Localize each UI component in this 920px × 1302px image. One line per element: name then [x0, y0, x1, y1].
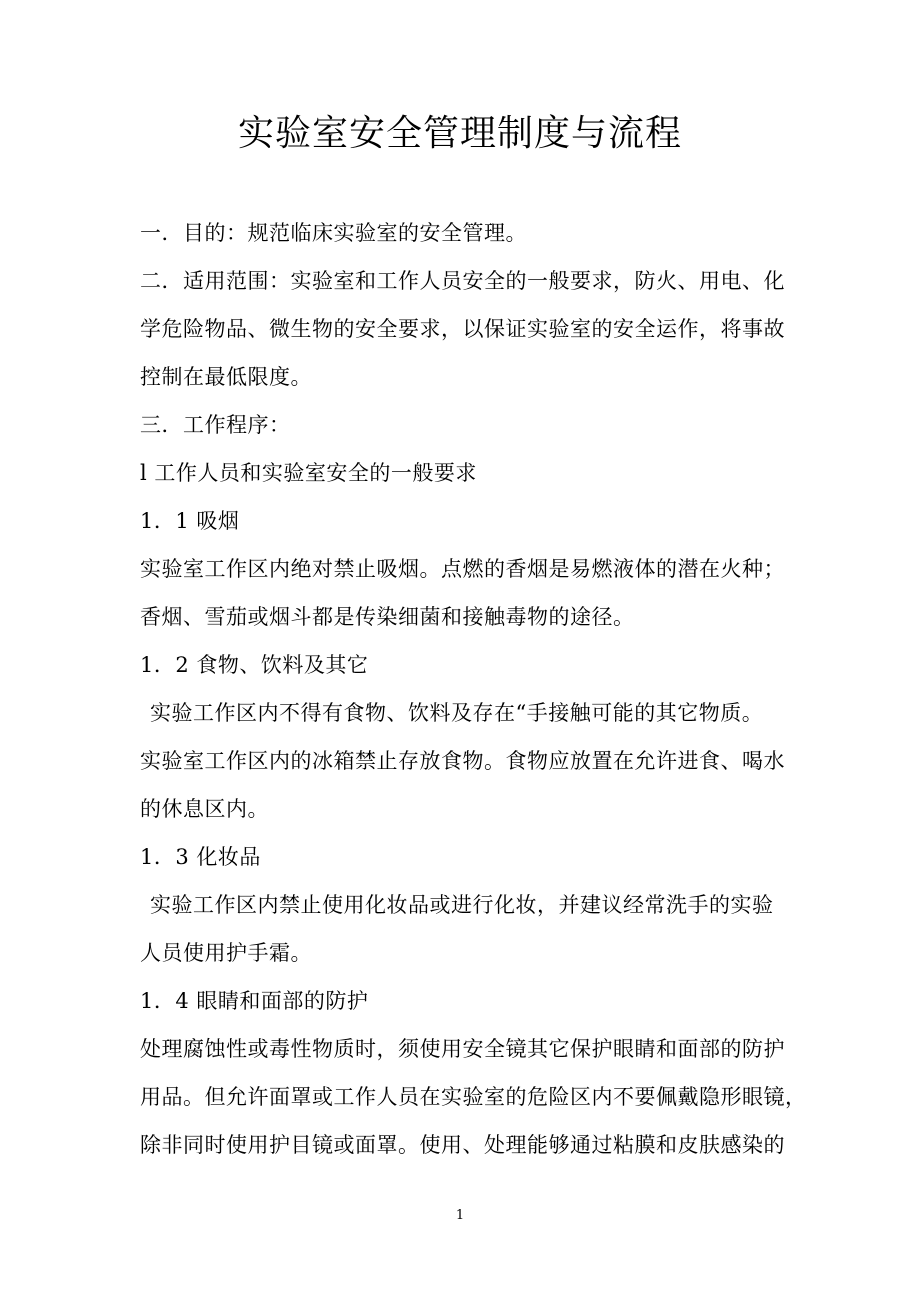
- text-line-smoking-1: 实验室工作区内绝对禁止吸烟。点燃的香烟是易燃液体的潜在火种；: [140, 557, 785, 581]
- text-line-smoking-2: 香烟、雪茄或烟斗都是传染细菌和接触毒物的途径。: [140, 605, 635, 629]
- text-line-food-3: 的休息区内。: [140, 797, 269, 821]
- subsection-heading-food: 1．2 食物、饮料及其它: [140, 653, 369, 677]
- subsection-heading-cosmetics: 1．3 化妆品: [140, 845, 261, 869]
- text-line-scope-1: 二．适用范围：实验室和工作人员安全的一般要求，防火、用电、化: [140, 269, 785, 293]
- text-line-cosmetics-1: 实验工作区内禁止使用化妆品或进行化妆，并建议经常洗手的实验: [150, 893, 774, 917]
- text-line-eye-face-1: 处理腐蚀性或毒性物质时，须使用安全镜其它保护眼睛和面部的防护: [140, 1037, 785, 1061]
- text-line-purpose: 一．目的：规范临床实验室的安全管理。: [140, 221, 527, 245]
- document-title: 实验室安全管理制度与流程: [237, 113, 682, 154]
- text-line-cosmetics-2: 人员使用护手霜。: [140, 941, 312, 965]
- text-line-procedure-heading: 三．工作程序：: [140, 413, 291, 437]
- text-line-food-1: 实验工作区内不得有食物、饮料及存在“手接触可能的其它物质。: [150, 701, 764, 725]
- text-line-scope-2: 学危险物品、微生物的安全要求，以保证实验室的安全运作，将事故: [140, 317, 785, 341]
- page-number: 1: [455, 1208, 465, 1223]
- text-line-eye-face-3: 除非同时使用护目镜或面罩。使用、处理能够通过粘膜和皮肤感染的: [140, 1133, 785, 1157]
- text-line-eye-face-2: 用品。但允许面罩或工作人员在实验室的危险区内不要佩戴隐形眼镜，: [140, 1085, 807, 1109]
- subsection-heading-eye-face: 1．4 眼睛和面部的防护: [140, 989, 369, 1013]
- text-line-scope-3: 控制在最低限度。: [140, 365, 312, 389]
- section-heading-general-requirements: l 工作人员和实验室安全的一般要求: [140, 461, 477, 485]
- subsection-heading-smoking: 1．1 吸烟: [140, 509, 240, 533]
- text-line-food-2: 实验室工作区内的冰箱禁止存放食物。食物应放置在允许进食、喝水: [140, 749, 785, 773]
